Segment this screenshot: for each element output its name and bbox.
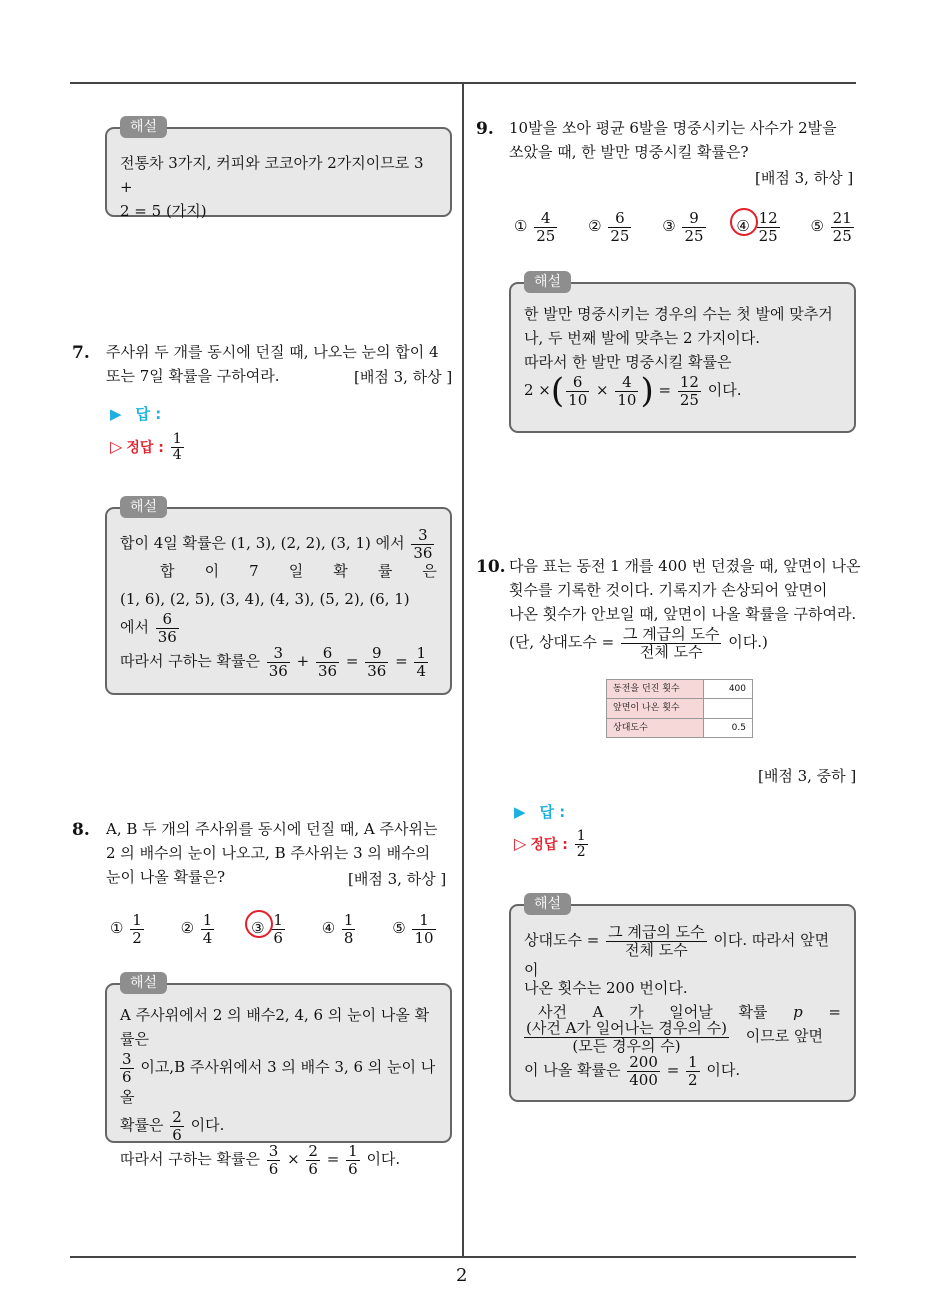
q7-expl-frac-1: $\frac{3}{36}$ [413,526,433,562]
q6-expl-line-1: 전통차 3가지, 커피와 코코아가 2가지이므로 3 + [120,154,424,196]
q9-score: [배점 3, 하상 ] [755,169,854,187]
q7-number: 7. [72,343,90,363]
play-triangle-icon: ▶ [514,803,526,821]
q7-expl-line-3: (1, 6), (2, 5), (3, 4), (4, 3), (5, 2), (6, 1) [120,590,410,608]
coin-toss-table [606,679,753,738]
explanation-tag: 해설 [120,972,167,994]
q8-expl-line-4: 따라서 구하는 확률은 $\frac{3}{6}$ × $\frac{2}{6}$ = $\frac{1}{6}$ 이다. [120,1142,401,1178]
q8-choices [110,912,468,946]
q10-explanation-box: 해설 상대도수 = $\frac{\text{그 계급의 도수}}{\text{전체 도수}}$ 이다. 따라서 앞면이 나온 횟수는 200 번이다. 사건 A 가 일어날 확률 p = $\frac{\text{(사건 A가 일어나는 경우의 수)}}{\text{(모든 경우의 수)}}$ 이므로 앞면 이 나올 확률은 $\frac{200}{400}$ = $\frac{1}{2}$ 이다. [509,904,856,1102]
q10-correct-fraction: $\frac{1}{2}$ [576,828,586,861]
explanation-tag: 해설 [524,271,571,293]
q6-explanation-box [105,119,452,220]
q10-answer-row: ▶ 답 : [514,803,566,821]
q10-question: 다음 표는 동전 1 개를 400 번 던졌을 때, 앞면이 나온 횟수를 기록한 것이다. 기록지가 손상되어 앞면이 나온 횟수가 안보일 때, 앞면이 나올 확률을 구하여라. (단, 상대도수 = $\frac{\text{그 계급의 도수}}{\text{전체 도수}}$ 이다.) [509,554,864,660]
q9-choice-1[interactable]: ① $\frac{4}{25}$ [514,209,556,245]
q8-score: [배점 3, 하상 ] [348,870,447,888]
table-row: 동전을 던진 횟수 400 [607,680,753,699]
table-row: 상대도수 0.5 [607,718,753,737]
q7-answer-row [110,402,161,426]
q7-line-2: 또는 7일 확률을 구하여라. [106,367,280,385]
play-triangle-icon: ▶ [110,405,122,423]
q7-correct-row [110,432,186,464]
q10-correct-row: ▷ 정답 : $\frac{1}{2}$ [514,828,586,861]
q7-expl-line-2: 합 이 7 일 확 률 은 [160,562,437,580]
explanation-tag: 해설 [120,116,167,138]
q8-question: A, B 두 개의 주사위를 동시에 던질 때, A 주사위는 2 의 배수의 눈이 나오고, B 주사위는 3 의 배수의 눈이 나올 확률은? [106,820,438,886]
q8-expl-line-3: 확률은 $\frac{2}{6}$ 이다. [120,1108,225,1144]
q7-expl-frac-2: $\frac{6}{36}$ [157,610,177,646]
bottom-rule [70,1256,856,1258]
q7-explanation-box [105,499,452,695]
correct-label: 정답 : [126,439,164,456]
q9-choice-3[interactable]: ③ $\frac{9}{25}$ [662,209,704,245]
q8-expl-line-1: A 주사위에서 2 의 배수2, 4, 6 의 눈이 나올 확률은 [120,1006,430,1048]
explanation-tag: 해설 [120,496,167,518]
q8-choice-5[interactable]: ⑤ $\frac{1}{10}$ [392,911,434,947]
q7-expl-line-1: 합이 4일 확률은 (1, 3), (2, 2), (3, 1) 에서 $\frac{3}{36}$ [120,526,433,562]
q10-line-4: (단, 상대도수 = $\frac{\text{그 계급의 도수}}{\text{전체 도수}}$ 이다.) [509,625,768,661]
q9-choices [514,210,856,244]
q7-expl-line-4: 에서 $\frac{6}{36}$ [120,610,177,646]
q10-score: [배점 3, 중하 ] [758,767,857,785]
q9-choice-5[interactable]: ⑤ $\frac{21}{25}$ [810,209,852,245]
q8-choice-4[interactable]: ④ $\frac{1}{8}$ [321,911,354,947]
outline-triangle-icon: ▷ [514,833,527,853]
q8-explanation-box [105,975,452,1178]
q7-line-1: 주사위 두 개를 동시에 던질 때, 나오는 눈의 합이 4 [106,343,439,361]
q9-explanation-box: 해설 한 발만 명중시키는 경우의 수는 첫 발에 맞추거 나, 두 번째 발에 맞추는 2 가지이다. 따라서 한 발만 명중시킬 확률은 2 ×( $\frac{6}{10}$ × $\frac{4}{10}$ ) = $\frac{12}{25}$ 이다. [509,282,856,433]
table-row: 앞면이 나온 횟수 [607,699,753,718]
explanation-tag: 해설 [524,893,571,915]
q8-choice-2[interactable]: ② $\frac{1}{4}$ [180,911,213,947]
q7-score: [배점 3, 하상 ] [354,368,453,386]
page-number: 2 [456,1265,468,1286]
q8-expl-line-2: $\frac{3}{6}$ 이고,B 주사위에서 3 의 배수 3, 6 의 눈이 나올 [120,1050,436,1106]
q9-choice-2[interactable]: ② $\frac{6}{25}$ [588,209,630,245]
answer-label: 답 : [135,405,162,423]
q10-number: 10. [476,557,506,577]
q9-number: 9. [476,119,494,139]
column-divider [462,84,464,1258]
q6-expl-line-2: 2 = 5 (가지) [120,202,207,220]
q7-correct-fraction: $\frac{1}{4}$ [172,431,182,464]
q8-number: 8. [72,820,90,840]
q7-expl-line-5: 따라서 구하는 확률은 $\frac{3}{36}$ + $\frac{6}{36}$ = $\frac{9}{36}$ = $\frac{1}{4}$ [120,644,426,680]
q9-question: 10발을 쏘아 평균 6발을 명중시키는 사수가 2발을 쏘았을 때, 한 발만 명중시킬 확률은? [509,119,837,161]
q8-choice-3-selected[interactable]: ③ $\frac{1}{6}$ [251,911,283,947]
outline-triangle-icon: ▷ [110,436,123,456]
q9-expl-formula: 2 ×( $\frac{6}{10}$ × $\frac{4}{10}$ ) = $\frac{12}{25}$ 이다. [524,371,742,411]
q8-choice-1[interactable]: ① $\frac{1}{2}$ [110,911,142,947]
q9-choice-4-selected[interactable]: ④ $\frac{12}{25}$ [736,209,778,245]
